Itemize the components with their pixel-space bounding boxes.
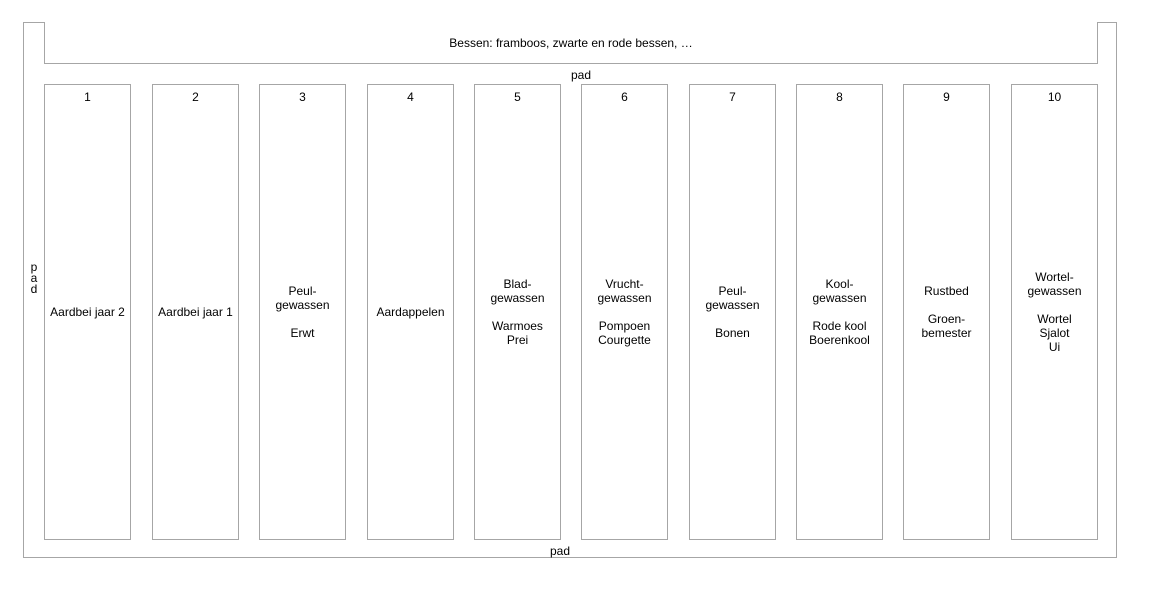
bed-number: 6	[621, 90, 628, 104]
bed-crops: Vrucht- gewassen Pompoen Courgette	[597, 277, 652, 347]
bed-crops: Aardbei jaar 2	[50, 305, 125, 319]
bed-number: 7	[729, 90, 736, 104]
bed-number: 9	[943, 90, 950, 104]
bed-crops: Blad- gewassen Warmoes Prei	[490, 277, 545, 347]
bed-number: 4	[407, 90, 414, 104]
bed-number: 1	[84, 90, 91, 104]
bed-crops: Aardbei jaar 1	[158, 305, 233, 319]
path-label-left: pad	[30, 260, 38, 296]
bed-9	[903, 84, 990, 540]
bed-number: 10	[1047, 90, 1062, 104]
bed-2	[152, 84, 239, 540]
bed-crops: Peul- gewassen Erwt	[275, 284, 330, 340]
bed-crops: Aardappelen	[376, 305, 445, 319]
bed-10	[1011, 84, 1098, 540]
bed-crops: Rustbed Groen- bemester	[921, 284, 972, 340]
bed-7	[689, 84, 776, 540]
bed-4	[367, 84, 454, 540]
bed-number: 8	[836, 90, 843, 104]
bed-crops: Kool- gewassen Rode kool Boerenkool	[809, 277, 870, 347]
bed-6	[581, 84, 668, 540]
bed-1	[44, 84, 131, 540]
bed-3	[259, 84, 346, 540]
bed-number: 5	[514, 90, 521, 104]
bed-crops: Peul- gewassen Bonen	[705, 284, 760, 340]
bed-5	[474, 84, 561, 540]
bed-number: 3	[299, 90, 306, 104]
path-label-bottom: pad	[549, 544, 571, 558]
berries-bed-label: Bessen: framboos, zwarte en rode bessen, …	[449, 35, 693, 50]
bed-crops: Wortel- gewassen Wortel Sjalot Ui	[1027, 270, 1082, 354]
bed-number: 2	[192, 90, 199, 104]
bed-8	[796, 84, 883, 540]
path-label-top: pad	[570, 68, 592, 82]
berries-bed	[44, 22, 1098, 64]
